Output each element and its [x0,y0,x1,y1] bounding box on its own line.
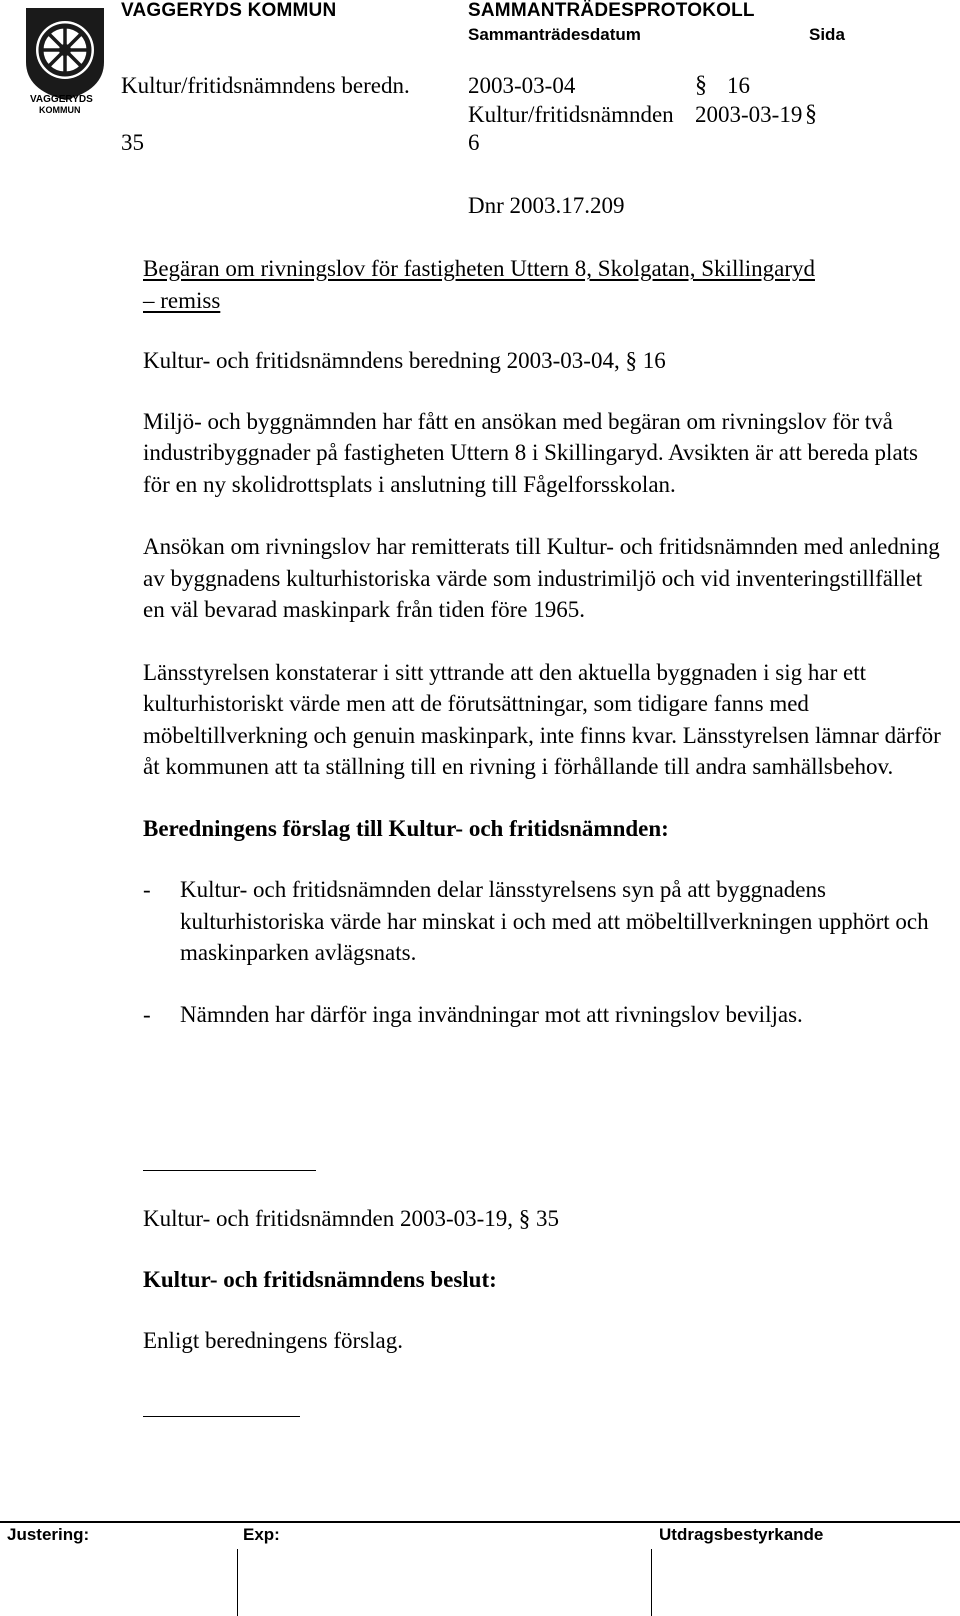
footer-divider [651,1549,652,1616]
separator-line [143,1416,300,1417]
municipality-logo [22,4,108,116]
dnr: Dnr 2003.17.209 [468,193,625,218]
bullet-dash: - [143,877,151,902]
footer-justering: Justering: [7,1525,90,1544]
paragraph-referral: Ansökan om rivningslov har remitterats till Kultur- och fritidsnämnden med anledning av byggnadens kulturhistoriska värde som industrimiljö och vid inventeringstillfället en väl bevarad maskinpark från tiden före 1965. [143,534,940,622]
footer-exp: Exp: [243,1525,280,1544]
proposal-item [143,999,943,1031]
section-mark-2: § [805,101,817,127]
proposal-item-text: Kultur- och fritidsnämnden delar länsstyrelsens syn på att byggnadens kulturhistoriska värde har minskat i och med att möbeltillverkningen upphört och maskinparken avlägsnats. [180,877,929,965]
paragraph-lansstyrelsen: Länsstyrelsen konstaterar i sitt yttrande att den aktuella byggnaden i sig har ett kulturhistoriskt värde men att de förutsättningar, som tidigare fanns med möbeltillverkning och genuin maskinpark, inte finns kvar. Länsstyrelsen lämnar därför åt kommunen att ta ställning till en rivning i förhållande till andra samhällsbehov. [143,659,941,779]
proposal-heading: Beredningens förslag till Kultur- och fritidsnämnden: [143,815,669,841]
committee-1: Kultur/fritidsnämndens beredn. [121,73,410,98]
document-body [143,253,943,1030]
decision-text: Enligt beredningens förslag. [143,1328,403,1353]
meeting-date-2: 2003-03-19 [695,102,803,127]
doc-type: SAMMANTRÄDESPROTOKOLL [468,0,755,21]
paragraph-application: Miljö- och byggnämnden har fått en ansökan med begäran om rivningslov för två industribyggnader på fastigheten Uttern 8 i Skillingaryd. Avsikten är att bereda plats för en ny skolidrottsplats i anslutning till Fågelforsskolan. [143,408,918,497]
section-mark-1: § [695,72,707,98]
meeting-date-1: 2003-03-04 [468,73,576,98]
section-number-2: 35 [121,130,144,155]
separator-line [143,1170,316,1171]
proposal-item-text: Nämnden har därför inga invändningar mot att rivningslov beviljas. [180,1001,803,1027]
reference-namnden: Kultur- och fritidsnämnden 2003-03-19, § 35 [143,1206,560,1231]
committee-2: Kultur/fritidsnämnden [468,102,674,127]
footer-rule [0,1521,960,1523]
section-number-1: 16 [727,73,750,98]
logo-text-1: VAGGERYDS [30,94,93,105]
reference-beredning: Kultur- och fritidsnämndens beredning 2003-03-04, § 16 [143,348,666,373]
page-number: 6 [468,130,480,155]
title-line-1: Begäran om rivningslov för fastigheten Uttern 8, Skolgatan, Skillingaryd [143,256,815,281]
footer-divider [237,1549,238,1616]
bullet-dash: - [143,1001,151,1027]
title-line-2: – remiss [143,287,221,313]
proposal-item [143,874,943,969]
decision-heading: Kultur- och fritidsnämndens beslut: [143,1267,497,1292]
date-label: Sammanträdesdatum [468,25,641,44]
footer-utdragsbestyrkande: Utdragsbestyrkande [659,1525,824,1544]
logo-text-2: KOMMUN [39,105,81,115]
page-label: Sida [809,25,845,44]
municipality-name: VAGGERYDS KOMMUN [121,0,337,21]
